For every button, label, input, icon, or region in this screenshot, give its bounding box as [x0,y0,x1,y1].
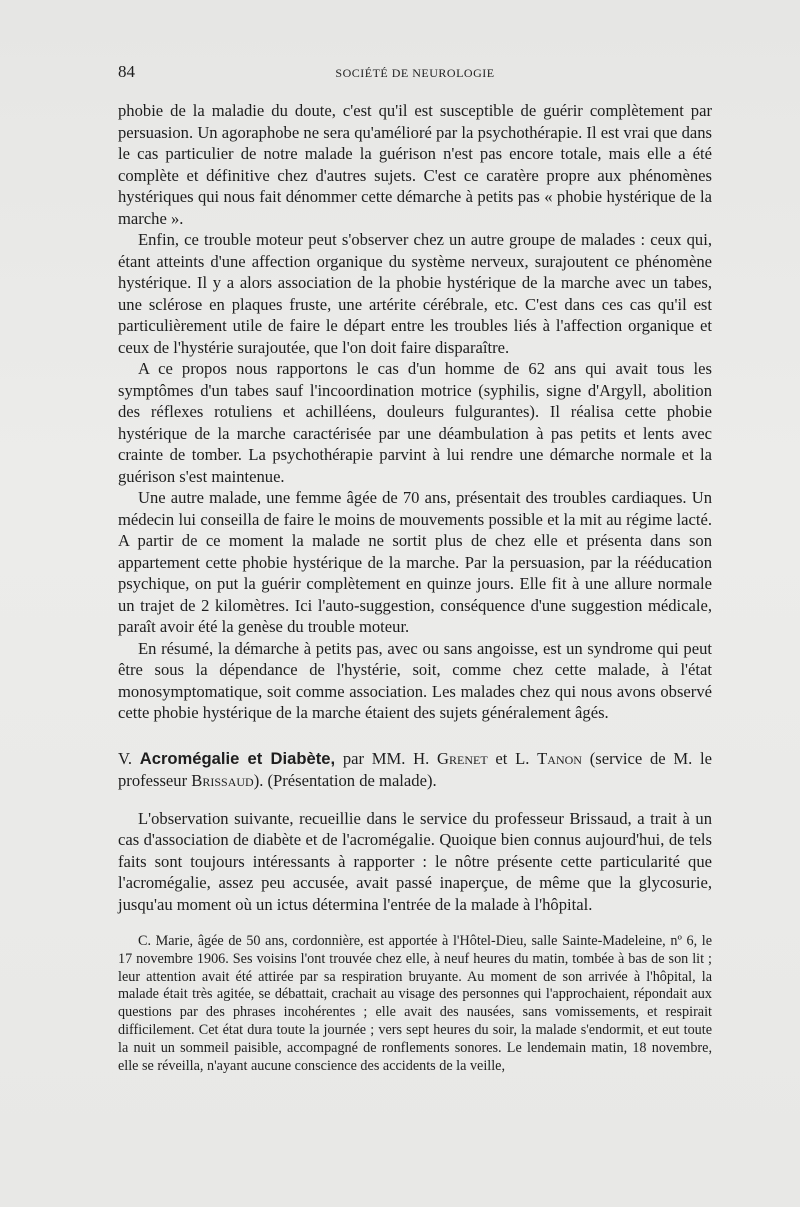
page-number: 84 [118,62,135,81]
author-grenet: Grenet [437,748,488,768]
page-body [118,100,712,1075]
section-service: (service de M. le professeur [118,748,712,790]
page-header [118,62,712,86]
professor-brissaud: Brissaud [191,770,254,790]
body-paragraph: Enfin, ce trouble moteur peut s'observer chez un autre groupe de malades : ceux qui, étant atteints d'une affection organique du système nerveux, surajoutent ce phénomène hystérique. Il y a alors association de la phobie hystérique de la marche avec un tabes, une sclérose en plaques fruste, une artérite cérébrale, etc. C'est dans ces cas qu'il est particulièrement utile de faire le départ entre les troubles liés à l'affection organique et ceux de l'hystérie surajoutée, que l'on doit faire disparaître. [118,230,712,357]
running-title: SOCIÉTÉ DE NEUROLOGIE [335,66,495,80]
section-and: et L. [495,748,530,768]
section-number: V. [118,748,132,768]
author-tanon: Tanon [537,748,582,768]
section-by: par MM. H. [342,748,430,768]
body-paragraph: Une autre malade, une femme âgée de 70 ans, présentait des troubles cardiaques. Un médecin lui conseilla de faire le moins de mouvements possible et la mit au régime lacté. A partir de ce moment la malade ne sortit plus de chez elle et présenta dans son appartement cette phobie hystérique de la marche. Par la persuasion, par la rééducation psychique, on put la guérir complètement en quinze jours. Elle fit à une allure normale un trajet de 2 kilomètres. Ici l'auto-suggestion, conséquence d'une suggestion médicale, paraît avoir été la genèse du trouble moteur. [118,488,712,636]
section-title: Acromégalie et Diabète, [139,748,336,768]
section-heading [118,748,712,792]
body-paragraph: phobie de la maladie du doute, c'est qu'il est susceptible de guérir complètement par persuasion. Un agoraphobe ne sera qu'amélioré par la psychothérapie. Il est vrai que dans le cas particulier de notre malade la guérison n'est pas encore totale, mais elle a été complète et définitive chez d'autres sujets. C'est ce caratère propre aux phénomènes hystériques qui nous fait dénommer cette démarche à petits pas « phobie hystérique de la marche ». [118,101,712,228]
section-tail: ). (Présentation de malade). [253,770,437,790]
body-paragraph: En résumé, la démarche à petits pas, avec ou sans angoisse, est un syndrome qui peut être sous la dépendance de l'hystérie, soit, comme chez cette malade, à l'état monosymptomatique, soit comme association. Les malades chez qui nous avons observé cette phobie hystérique de la marche étaient des sujets généralement âgés. [118,638,712,722]
body-paragraph: A ce propos nous rapportons le cas d'un homme de 62 ans qui avait tous les symptômes d'un tabes sauf l'incoordination motrice (syphilis, signe d'Argyll, abolition des réflexes rotuliens et achilléens, douleurs fulgurantes). Il réalisa cette phobie hystérique de la marche caractérisée par une déambulation à pas petits et lents avec crainte de tomber. La psychothérapie parvint à lui rendre une démarche normale et la guérison s'est maintenue. [118,359,712,486]
intro-paragraph: L'observation suivante, recueillie dans le service du professeur Brissaud, a trait à un cas d'association de diabète et de l'acromégalie. Quoique bien connus aujourd'hui, de tels faits sont toujours intéressants à rapporter : le nôtre présente cette particularité que l'acromégalie, assez peu accusée, avait passé inaperçue, de même que la glycosurie, jusqu'au moment où un ictus détermina l'entrée de la malade à l'hôpital. [118,808,712,914]
case-report-paragraph: C. Marie, âgée de 50 ans, cordonnière, est apportée à l'Hôtel-Dieu, salle Sainte-Madeleine, nº 6, le 17 novembre 1906. Ses voisins l'ont trouvée chez elle, à neuf heures du matin, tombée à bas de son lit ; leur attention avait été attirée par sa respiration bruyante. Au moment de son arrivée à l'hôpital, la malade était très agitée, se débattait, crachait au visage des personnes qui l'approchaient, répondait aux questions par des phrases incohérentes ; elle avait des nausées, sans vomissements, et respirait difficilement. Cet état dura toute la journée ; vers sept heures du soir, la malade s'endormit, et eut toute la nuit un sommeil paisible, accompagné de ronflements sonores. Le lendemain matin, 18 novembre, elle se réveilla, n'ayant aucune conscience des accidents de la veille, [118,933,712,1074]
